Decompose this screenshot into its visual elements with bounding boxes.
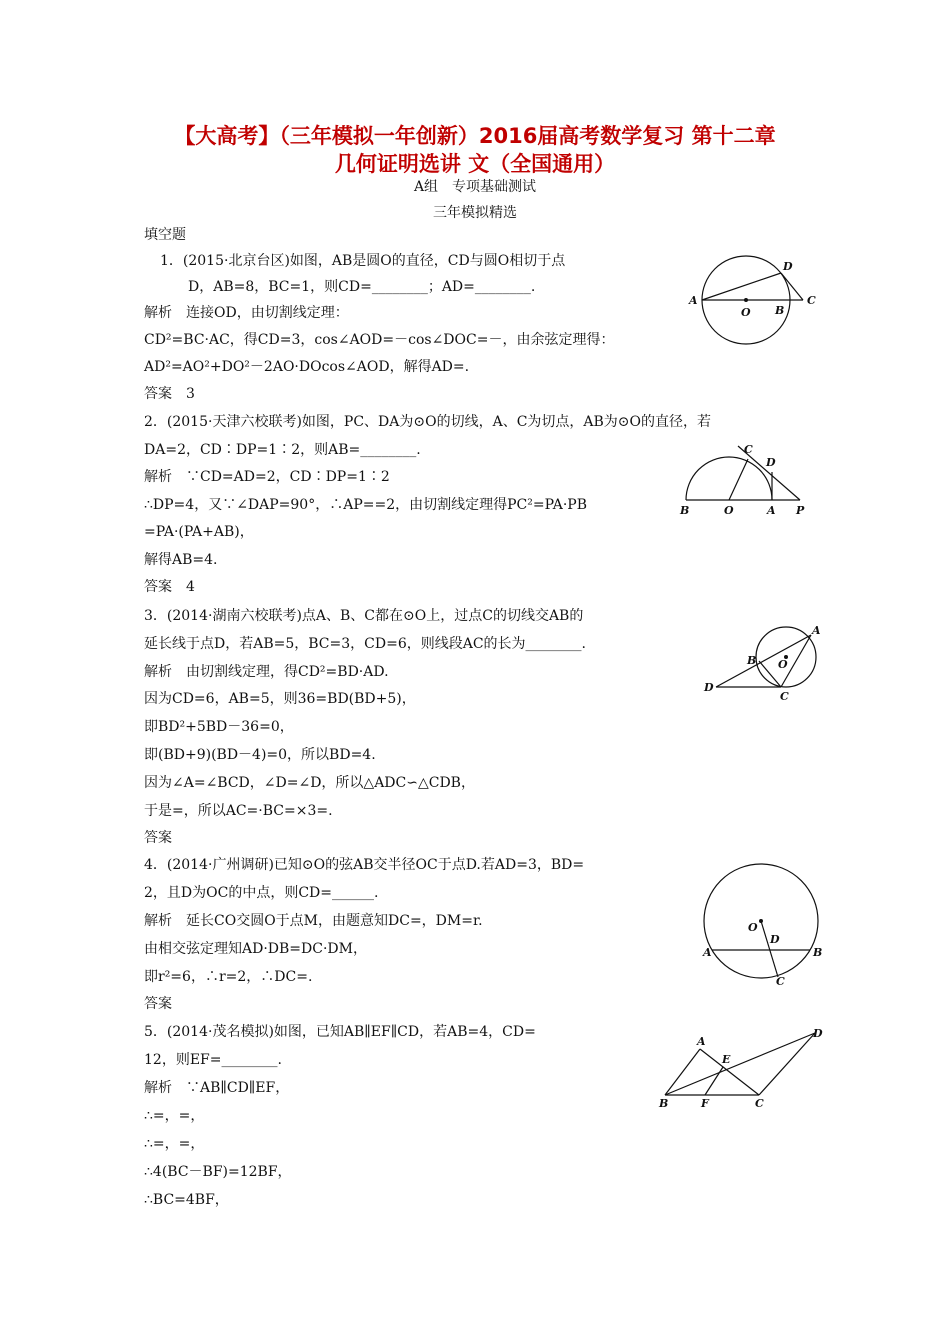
text-line: 2．(2015·天津六校联考)如图，PC、DA为⊙O的切线，A、C为切点，AB为⊙O的直径，若 [144, 414, 712, 430]
fig2-label-p: P [796, 504, 805, 517]
fig3-label-o: O [778, 658, 788, 671]
fig2-label-b: B [680, 504, 690, 517]
text-line: CD²=BC·AC，得CD=3，cos∠AOD=－cos∠DOC=－，由余弦定理得： [144, 332, 615, 348]
fig4-label-d: D [770, 933, 780, 946]
text-line: ∴DP=4，又∵∠DAP=90°，∴AP==2，由切割线定理得PC²=PA·PB [144, 497, 587, 513]
text-line: ∴=，=， [144, 1108, 205, 1124]
text-line: 即(BD+9)(BD－4)=0，所以BD=4. [144, 747, 376, 763]
fig3-label-b: B [747, 654, 757, 667]
text-line: 5．(2014·茂名模拟)如图，已知AB∥EF∥CD，若AB=4，CD= [144, 1024, 536, 1040]
text-line: 因为∠A=∠BCD，∠D=∠D，所以△ADC∽△CDB， [144, 775, 475, 791]
text-line: 即BD²+5BD－36=0， [144, 719, 294, 735]
fig4-label-b: B [813, 946, 823, 959]
text-line: ∴BC=4BF， [144, 1192, 229, 1208]
fig4-label-c: C [776, 975, 785, 988]
text-line: 因为CD=6，AB=5，则36=BD(BD+5)， [144, 691, 416, 707]
fig5-label-e: E [722, 1053, 731, 1066]
text-line: 于是=，所以AC=·BC=×3=. [144, 803, 333, 819]
fig5-label-a: A [697, 1035, 706, 1048]
figure-4-circle-chord [698, 860, 828, 990]
answer-line: 答案 4 [144, 579, 195, 595]
text-line: 解析 ∵CD=AD=2，CD∶DP=1∶2 [144, 469, 390, 485]
text-line: D，AB=8，BC=1，则CD=________；AD=________. [188, 279, 536, 295]
text-line: 延长线于点D，若AB=5，BC=3，CD=6，则线段AC的长为________. [144, 636, 587, 652]
figure-5-parallel-lines [655, 1025, 825, 1115]
text-line: =PA·(PA+AB)， [144, 524, 254, 540]
fig2-label-o: O [724, 504, 734, 517]
fig1-label-a: A [689, 294, 698, 307]
answer-line: 答案 [144, 996, 172, 1012]
figure-1-circle-tangent [683, 250, 823, 370]
text-line: DA=2，CD∶DP=1∶2，则AB=________. [144, 442, 421, 458]
fig3-label-c: C [780, 690, 789, 703]
text-line: 即r²=6，∴r=2，∴DC=. [144, 969, 313, 985]
text-line: 2，且D为OC的中点，则CD=______. [144, 885, 379, 901]
fig5-label-d: D [813, 1027, 823, 1040]
group-heading: A组 专项基础测试 [413, 179, 537, 195]
fig2-label-a: A [767, 504, 776, 517]
fig4-label-o: O [748, 921, 758, 934]
text-line: 解得AB=4. [144, 552, 218, 568]
section-heading: 填空题 [144, 227, 186, 243]
figure-3-circle-secant [700, 620, 830, 705]
fig1-label-c: C [807, 294, 816, 307]
fig4-label-a: A [703, 946, 712, 959]
answer-line: 答案 [144, 830, 172, 846]
fig3-label-a: A [812, 624, 821, 637]
text-line: 3．(2014·湖南六校联考)点A、B、C都在⊙O上，过点C的切线交AB的 [144, 608, 584, 624]
text-line: 4．(2014·广州调研)已知⊙O的弦AB交半径OC于点D.若AD=3，BD= [144, 857, 585, 873]
text-line: 解析 由切割线定理，得CD²=BD·AD. [144, 664, 389, 680]
subgroup-heading: 三年模拟精选 [433, 205, 517, 221]
fig3-label-d: D [704, 681, 714, 694]
answer-line: 答案 3 [144, 386, 195, 402]
text-line: AD²=AO²+DO²－2AO·DOcos∠AOD，解得AD=. [144, 359, 470, 375]
figure-2-semicircle-tangents [672, 440, 822, 520]
fig5-label-b: B [659, 1097, 669, 1110]
text-line: 解析 延长CO交圆O于点M，由题意知DC=，DM=r. [144, 913, 483, 929]
fig5-label-c: C [755, 1097, 764, 1110]
text-line: 解析 ∵AB∥CD∥EF， [144, 1080, 290, 1096]
doc-title-line1: 【大高考】（三年模拟一年创新）2016届高考数学复习 第十二章 [174, 124, 776, 148]
fig1-label-o: O [741, 306, 751, 319]
text-line: 1．(2015·北京台区)如图，AB是圆O的直径，CD与圆O相切于点 [160, 253, 566, 269]
text-line: ∴=，=， [144, 1136, 205, 1152]
text-line: 解析 连接OD，由切割线定理： [144, 305, 349, 321]
fig2-label-c: C [744, 443, 753, 456]
text-line: ∴4(BC－BF)=12BF， [144, 1164, 292, 1180]
fig1-label-b: B [775, 304, 785, 317]
text-line: 12，则EF=________. [144, 1052, 282, 1068]
fig5-label-f: F [701, 1097, 709, 1110]
fig2-label-d: D [766, 456, 776, 469]
fig1-label-d: D [783, 260, 793, 273]
doc-title-line2: 几何证明选讲 文（全国通用） [334, 152, 616, 176]
text-line: 由相交弦定理知AD·DB=DC·DM， [144, 941, 367, 957]
